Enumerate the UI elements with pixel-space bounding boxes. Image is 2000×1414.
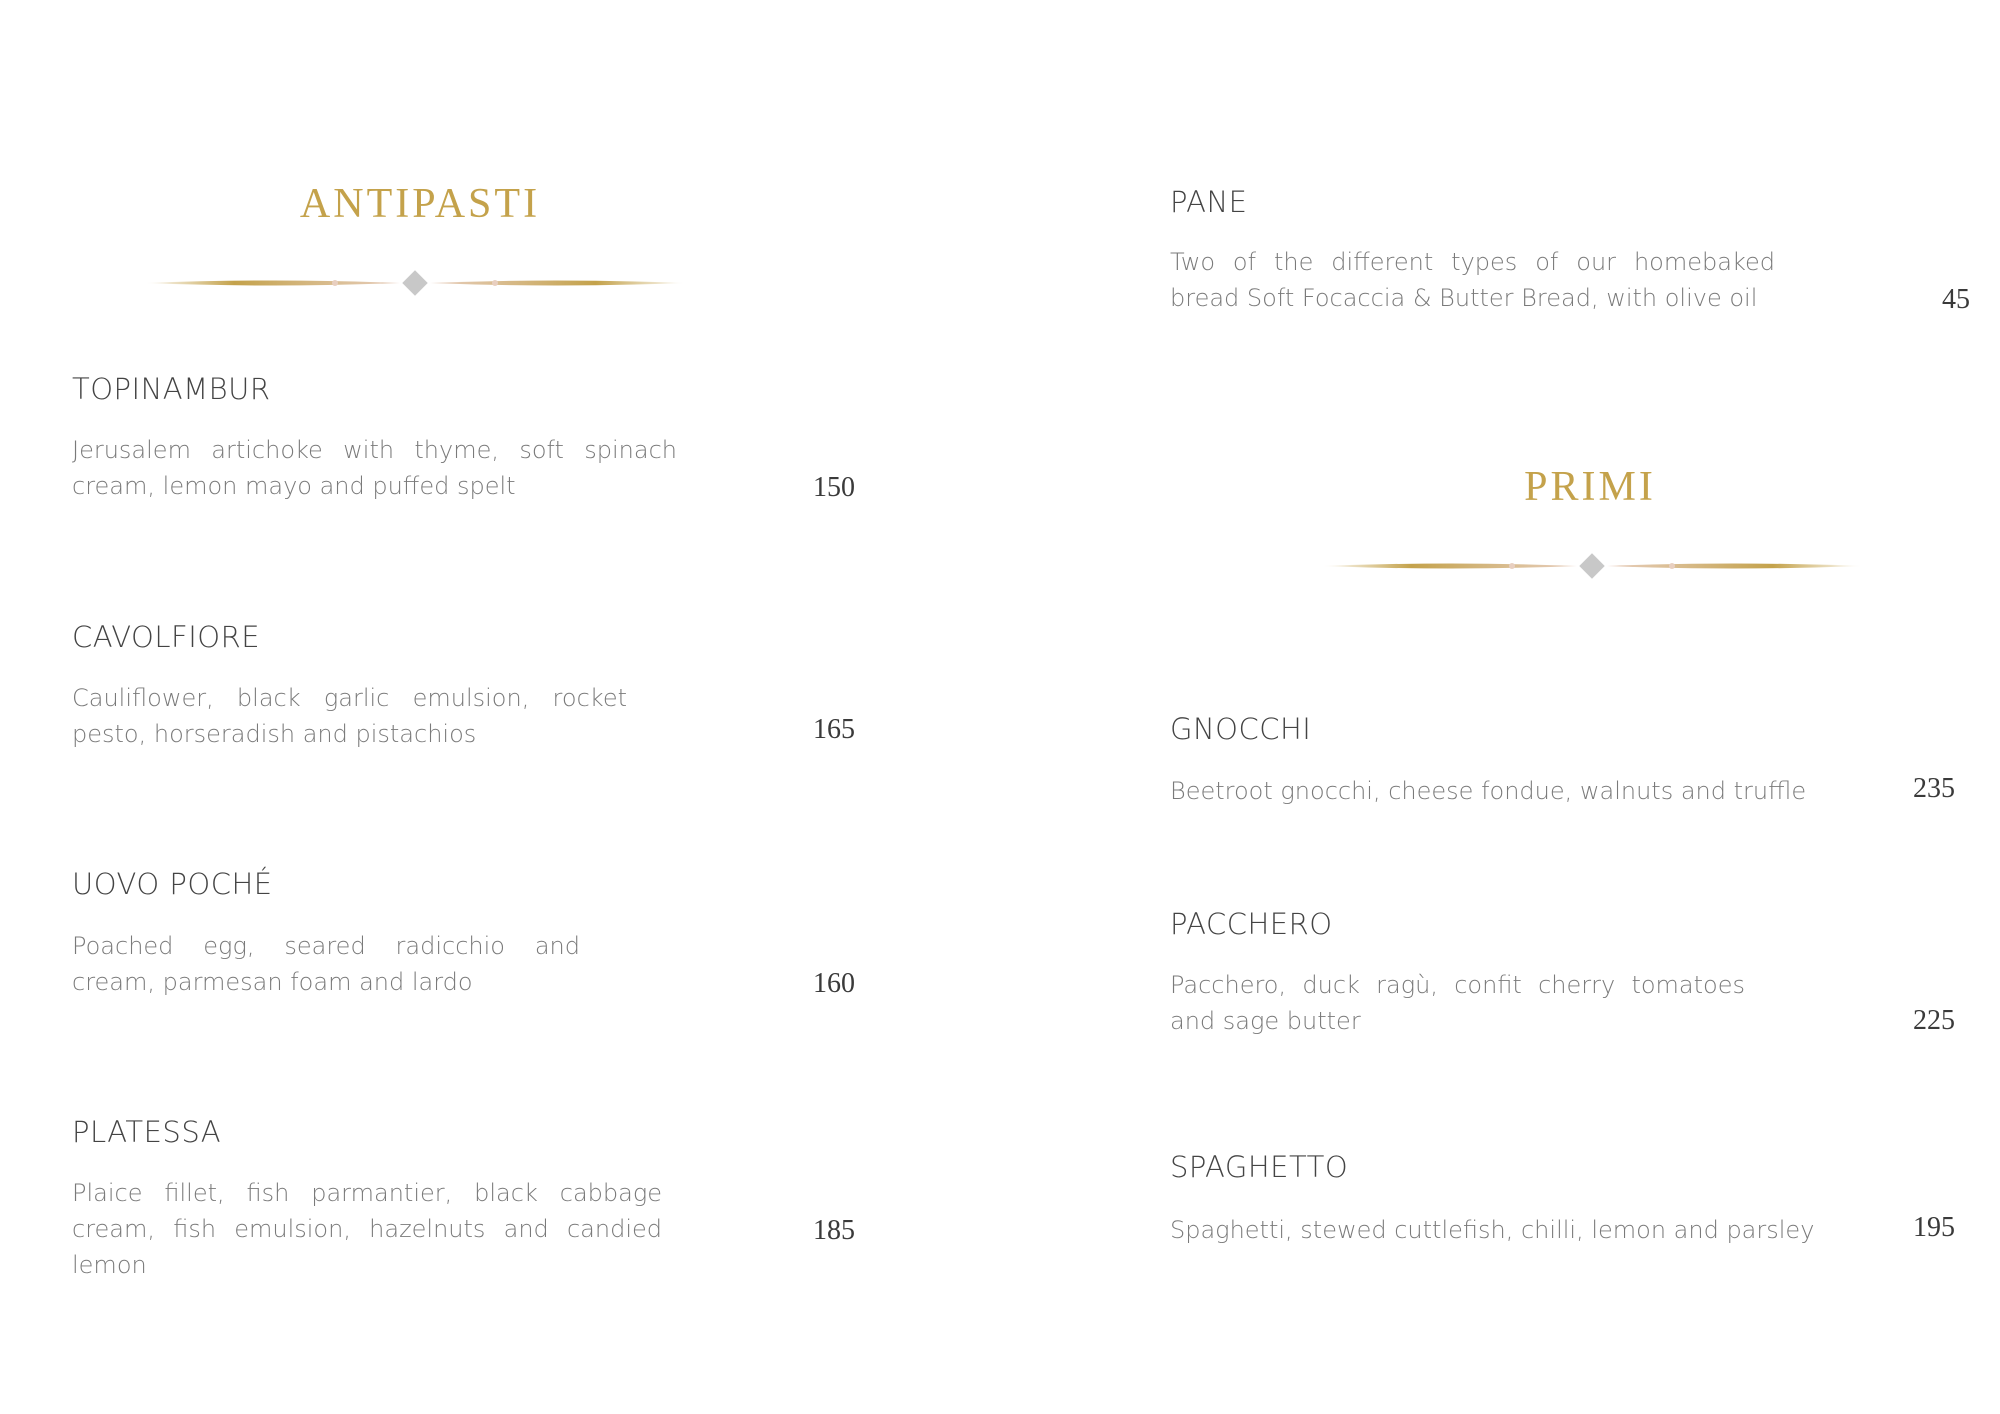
menu-item-price: 160 [813, 968, 855, 999]
menu-item-name: SPAGHETTO [1170, 1150, 1349, 1184]
menu-item-price: 45 [1942, 284, 1970, 315]
menu-item-name: PANE [1170, 185, 1248, 219]
menu-item-name: PACCHERO [1170, 907, 1333, 941]
antipasti-ornament-divider [145, 268, 685, 298]
menu-item-description: Jerusalem artichoke with thyme, soft spinach cream, lemon mayo and puffed spelt [72, 436, 677, 500]
menu-item-price: 225 [1913, 1005, 1955, 1036]
menu-item-description: Plaice fillet, fish parmantier, black cabbage cream, fish emulsion, hazelnuts and candied lemon [72, 1179, 662, 1279]
menu-item-description: Poached egg, seared radicchio and cream, parmesan foam and lardo [72, 932, 580, 996]
menu-item-price: 185 [813, 1215, 855, 1246]
menu-item-name: GNOCCHI [1170, 712, 1312, 746]
menu-item-price: 235 [1913, 773, 1955, 804]
menu-item-price: 195 [1913, 1212, 1955, 1243]
menu-item-description: Beetroot gnocchi, cheese fondue, walnuts and truffle [1170, 777, 1807, 805]
menu-item-name: CAVOLFIORE [72, 620, 261, 654]
primi-section-title: PRIMI [1524, 464, 1656, 510]
antipasti-section-title: ANTIPASTI [299, 181, 541, 227]
menu-item-description: Cauliflower, black garlic emulsion, rocket pesto, horseradish and pistachios [72, 684, 627, 748]
menu-item-price: 165 [813, 714, 855, 745]
menu-item-description: Two of the different types of our homebaked bread Soft Focaccia & Butter Bread, with olive oil [1170, 248, 1775, 312]
menu-item-description: Pacchero, duck ragù, confit cherry tomatoes and sage butter [1170, 971, 1745, 1035]
menu-item-name: TOPINAMBUR [72, 372, 271, 406]
menu-item-price: 150 [813, 472, 855, 503]
menu-item-name: PLATESSA [72, 1115, 222, 1149]
menu-item-description: Spaghetti, stewed cuttlefish, chilli, lemon and parsley [1170, 1216, 1815, 1244]
primi-ornament-divider [1322, 551, 1862, 581]
menu-item-name: UOVO POCHÉ [72, 867, 273, 901]
